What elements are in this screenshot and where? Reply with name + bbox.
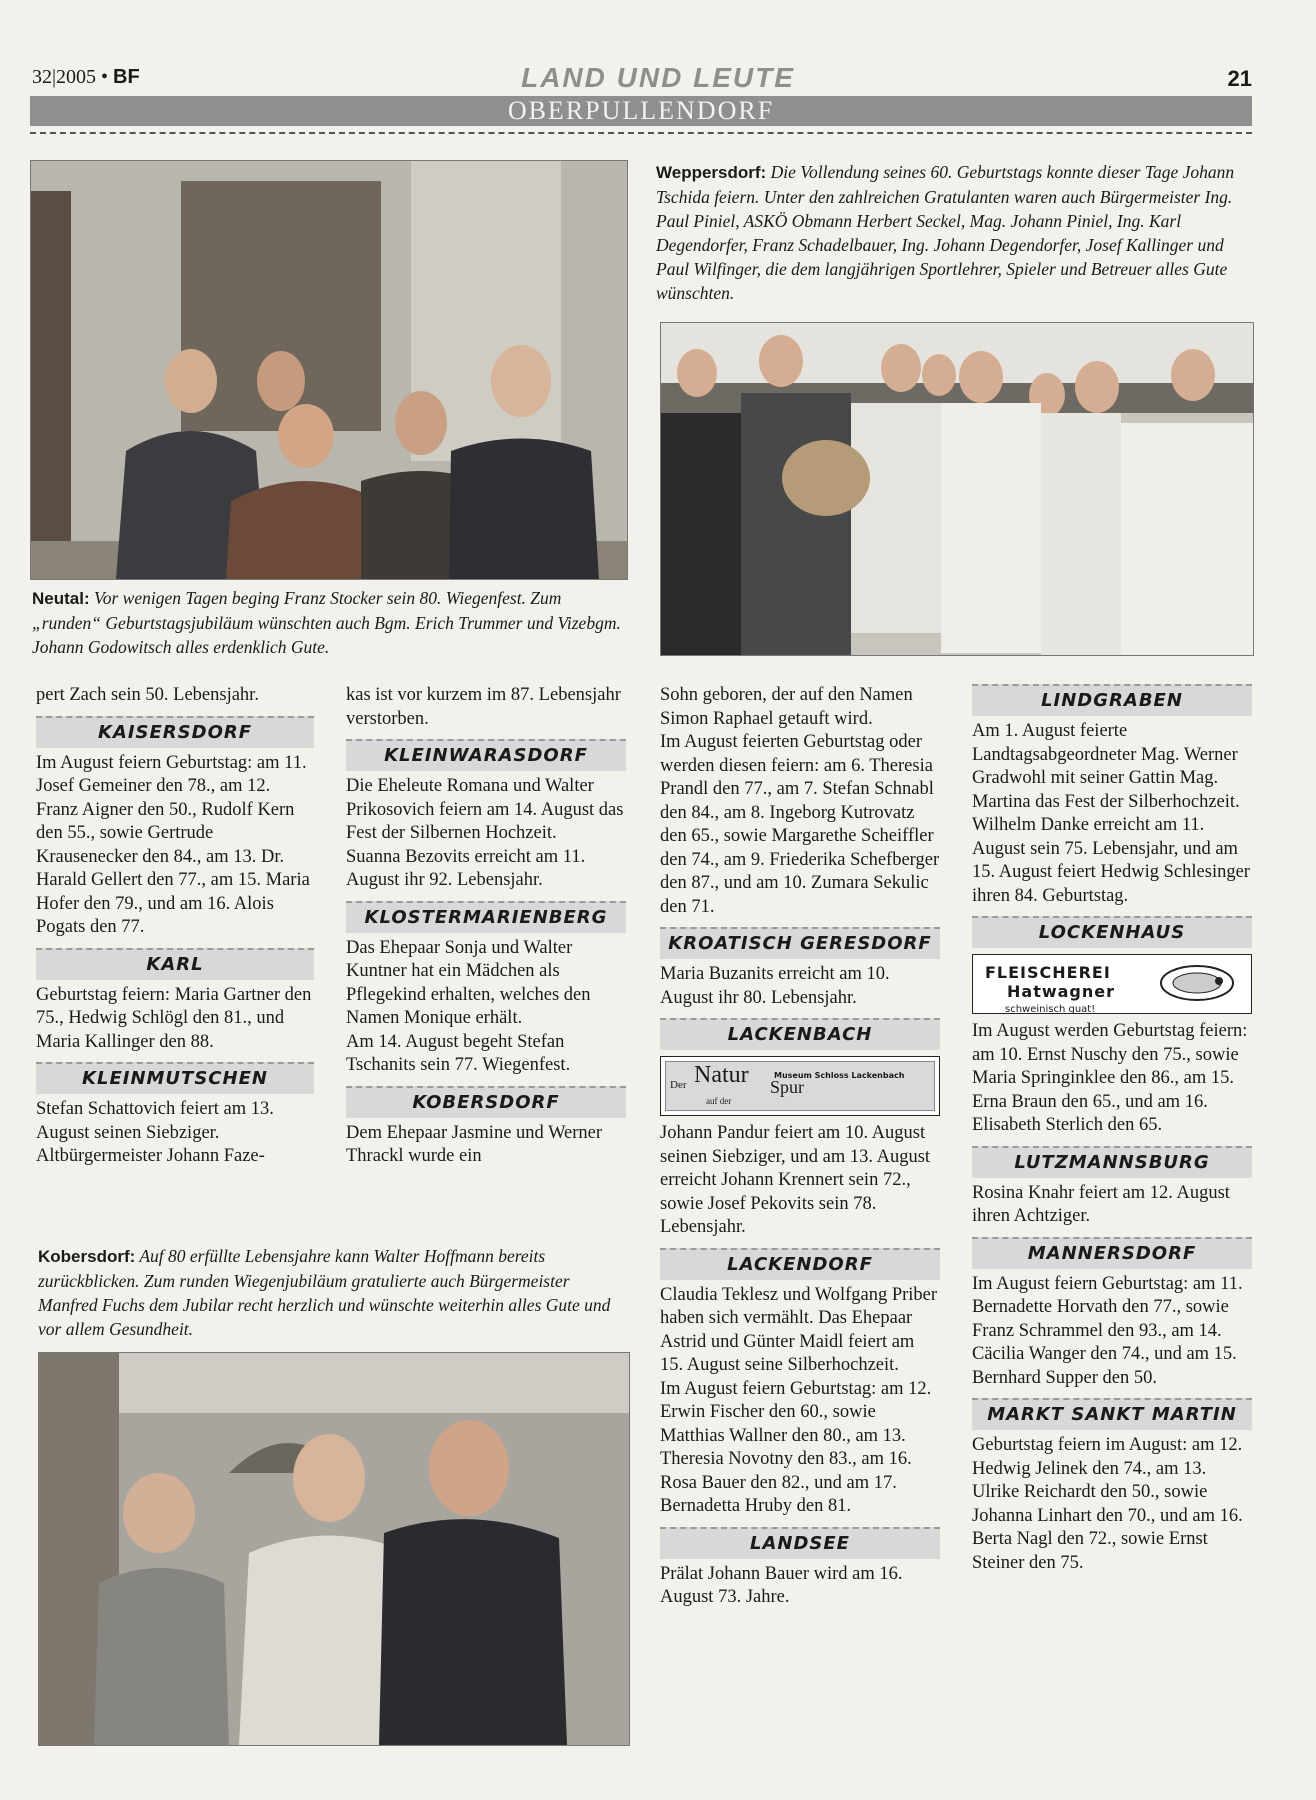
text-lindgraben-1: Am 1. August feierte Landtagsabgeordneter Mag. Werner Gradwohl mit seiner Gattin Mag. Martina das Fest der Silberhochzeit. — [972, 721, 1240, 812]
text-kaisersdorf: Im August feiern Geburtstag: am 11. Josef Gemeiner den 78., am 12. Franz Aigner den 50., Rudolf Kern den 55., sowie Gertrude Krausenecker den 84., am 13. Dr. Harald Gellert den 77., am 15. Maria Hofer den 79., und am 16. Alois Pogats den 77. — [36, 752, 310, 937]
heading-kleinmutschen: KLEINMUTSCHEN — [36, 1062, 314, 1094]
text-landsee: Prälat Johann Bauer wird am 16. August 73. Jahre. — [660, 1563, 903, 1607]
heading-lackenbach: LACKENBACH — [660, 1018, 940, 1050]
issue-number: 32|2005 • — [32, 66, 109, 88]
text-kleinwarasdorf-2: Suanna Bezovits erreicht am 11. August ihr 92. Lebensjahr. — [346, 846, 586, 890]
text-klostermarienberg-2: Am 14. August begeht Stefan Tschanits sein 77. Wiegenfest. — [346, 1031, 571, 1075]
header-divider — [30, 132, 1252, 134]
ad-natur-spur: Spur — [770, 1077, 805, 1097]
text-karl: Geburtstag feiern: Maria Gartner den 75., Hedwig Schlögl den 81., und Maria Kallinger den 88. — [36, 984, 312, 1052]
ad-natur-word: Natur — [694, 1062, 749, 1088]
heading-landsee: LANDSEE — [660, 1527, 940, 1559]
ad-natur-aufder: auf der — [706, 1096, 732, 1106]
heading-lutzmannsburg: LUTZMANNSBURG — [972, 1146, 1252, 1178]
text-lutzmannsburg: Rosina Knahr feiert am 12. August ihren Achtziger. — [972, 1182, 1230, 1226]
caption-kobersdorf-text: Auf 80 erfüllte Lebensjahre kann Walter Hoffmann bereits zurückblicken. Zum runden Wiegenjubiläum gratulierte auch Bürgermeister Manfred Fuchs dem Jubilar recht herzlich und wünschte weiterhin alles Gute und vor allem Gesundheit. — [38, 1246, 611, 1339]
column-1 — [36, 684, 314, 1169]
text-lackendorf-2: Im August feiern Geburtstag: am 12. Erwin Fischer den 60., sowie Matthias Wallner den 80., am 13. Theresia Novotny den 83., am 16. Rosa Bauer den 82., und am 17. Bernadetta Hruby den 81. — [660, 1378, 932, 1516]
ad-natur-panel — [665, 1061, 935, 1111]
text-lackenbach: Johann Pandur feiert am 10. August seinen Siebziger, und am 13. August erreicht Johann Krennert sein 72., sowie Josef Pekovits sein 78. Lebensjahr. — [660, 1123, 931, 1237]
heading-lackendorf: LACKENDORF — [660, 1248, 940, 1280]
caption-kobersdorf — [38, 1244, 628, 1341]
heading-mannersdorf: MANNERSDORF — [972, 1237, 1252, 1269]
ad-natur-auf-der-spur — [660, 1056, 940, 1116]
caption-neutal-place: Neutal: — [32, 589, 90, 608]
photo-neutal — [30, 160, 628, 580]
text-lackendorf-1: Claudia Teklesz und Wolfgang Priber haben sich vermählt. Das Ehepaar Astrid und Günter Maidl feiert am 15. August seine Silberhochzeit. — [660, 1284, 938, 1375]
c1-continuation: pert Zach sein 50. Lebensjahr. — [36, 685, 259, 705]
ad-fleischerei-hatwagner — [972, 954, 1252, 1014]
caption-weppersdorf-text: Die Vollendung seines 60. Geburtstags konnte dieser Tage Johann Tschida feiern. Unter den zahlreichen Gratulanten waren auch Bürgermeister Ing. Paul Piniel, ASKÖ Obmann Herbert Seckel, Mag. Johann Piniel, Ing. Karl Degendorfer, Franz Schadelbauer, Ing. Johann Degendorfer, Josef Kallinger und Paul Wilfinger, die dem langjährigen Sportlehrer, Spieler und Betreuer alles Gute wünschten. — [656, 162, 1235, 303]
text-kobersdorf: Dem Ehepaar Jasmine und Werner Thrackl wurde ein — [346, 1122, 603, 1166]
region-banner: OBERPULLENDORF — [30, 96, 1252, 126]
pig-icon — [1157, 963, 1237, 1003]
c2-continuation: kas ist vor kurzem im 87. Lebensjahr verstorben. — [346, 685, 621, 729]
photo-kobersdorf-image — [39, 1353, 629, 1745]
paper-name: BF — [113, 66, 140, 88]
text-markt-sankt-martin: Geburtstag feiern im August: am 12. Hedwig Jelinek den 74., am 13. Ulrike Reichardt den 50., sowie Johanna Linhart den 70., und am 16. Berta Nagl den 72., sowie Ernst Steiner den 75. — [972, 1435, 1243, 1573]
caption-neutal-text: Vor wenigen Tagen beging Franz Stocker sein 80. Wiegenfest. Zum „runden“ Geburtstagsjubiläum wünschten auch Bgm. Erich Trummer und Vizebgm. Johann Godowitsch alles erdenklich Gute. — [32, 588, 621, 657]
heading-kobersdorf: KOBERSDORF — [346, 1086, 626, 1118]
ad-natur-museum: Museum Schloss Lackenbach — [774, 1071, 905, 1080]
caption-neutal — [32, 586, 632, 659]
photo-kobersdorf — [38, 1352, 630, 1746]
heading-klostermarienberg: KLOSTERMARIENBERG — [346, 901, 626, 933]
column-2 — [346, 684, 626, 1169]
text-kleinmutschen: Stefan Schattovich feiert am 13. August seinen Siebziger. Altbürgermeister Johann Faze- — [36, 1099, 274, 1166]
heading-lindgraben: LINDGRABEN — [972, 684, 1252, 716]
heading-markt-sankt-martin: MARKT SANKT MARTIN — [972, 1398, 1252, 1430]
ad-fleischerei-line1: FLEISCHEREI — [985, 963, 1111, 982]
heading-kroatisch-geresdorf: KROATISCH GERESDORF — [660, 927, 940, 959]
text-mannersdorf: Im August feiern Geburtstag: am 11. Bernadette Horvath den 77., sowie Franz Schrammel den 93., am 14. Cäcilia Wanger den 74., und am 15. Bernhard Supper den 50. — [972, 1273, 1243, 1388]
heading-kleinwarasdorf: KLEINWARASDORF — [346, 739, 626, 771]
text-kroatisch-geresdorf: Maria Buzanits erreicht am 10. August ihr 80. Lebensjahr. — [660, 964, 890, 1008]
heading-karl: KARL — [36, 948, 314, 980]
text-lindgraben-2: Wilhelm Danke erreicht am 11. August sein 75. Lebensjahr, und am 15. August feiert Hedwig Schlesinger ihren 84. Geburtstag. — [972, 815, 1250, 906]
caption-weppersdorf-place: Weppersdorf: — [656, 163, 767, 182]
column-4 — [972, 684, 1252, 1575]
caption-weppersdorf — [656, 160, 1248, 305]
text-c3-birthdays: Im August feierten Geburtstag oder werden diesen feiern: am 6. Theresia Prandl den 77., am 7. Stefan Schnabl den 84., am 8. Ingeborg Kutrovatz den 65., sowie Margarethe Scheiffler den 74., am 9. Friederika Schefberger den 87., und am 10. Zumara Sekulic den 71. — [660, 732, 940, 917]
ad-fleischerei-slogan: schweinisch guat! — [1005, 1004, 1096, 1015]
text-kleinwarasdorf-1: Die Eheleute Romana und Walter Prikosovich feiern am 14. August das Fest der Silbernen Hochzeit. — [346, 776, 624, 843]
heading-kaisersdorf: KAISERSDORF — [36, 716, 314, 748]
photo-neutal-image — [31, 161, 627, 579]
text-lockenhaus: Im August werden Geburtstag feiern: am 10. Ernst Nuschy den 75., sowie Maria Springinklee den 86., am 15. Erna Braun den 65., und am 16. Elisabeth Sterlich den 65. — [972, 1021, 1248, 1135]
heading-lockenhaus: LOCKENHAUS — [972, 916, 1252, 948]
section-title: LAND UND LEUTE — [521, 62, 795, 93]
photo-weppersdorf-image — [661, 323, 1253, 655]
text-klostermarienberg-1: Das Ehepaar Sonja und Walter Kuntner hat ein Mädchen als Pflegekind erhalten, welches den Namen Monique erhält. — [346, 937, 591, 1028]
column-3 — [660, 684, 940, 1610]
c3-continuation: Sohn geboren, der auf den Namen Simon Raphael getauft wird. — [660, 685, 913, 729]
caption-kobersdorf-place: Kobersdorf: — [38, 1247, 136, 1266]
photo-weppersdorf — [660, 322, 1254, 656]
ad-fleischerei-line2: Hatwagner — [1007, 982, 1115, 1001]
page-number: 21 — [1227, 66, 1252, 91]
ad-natur-der: Der — [670, 1079, 687, 1091]
